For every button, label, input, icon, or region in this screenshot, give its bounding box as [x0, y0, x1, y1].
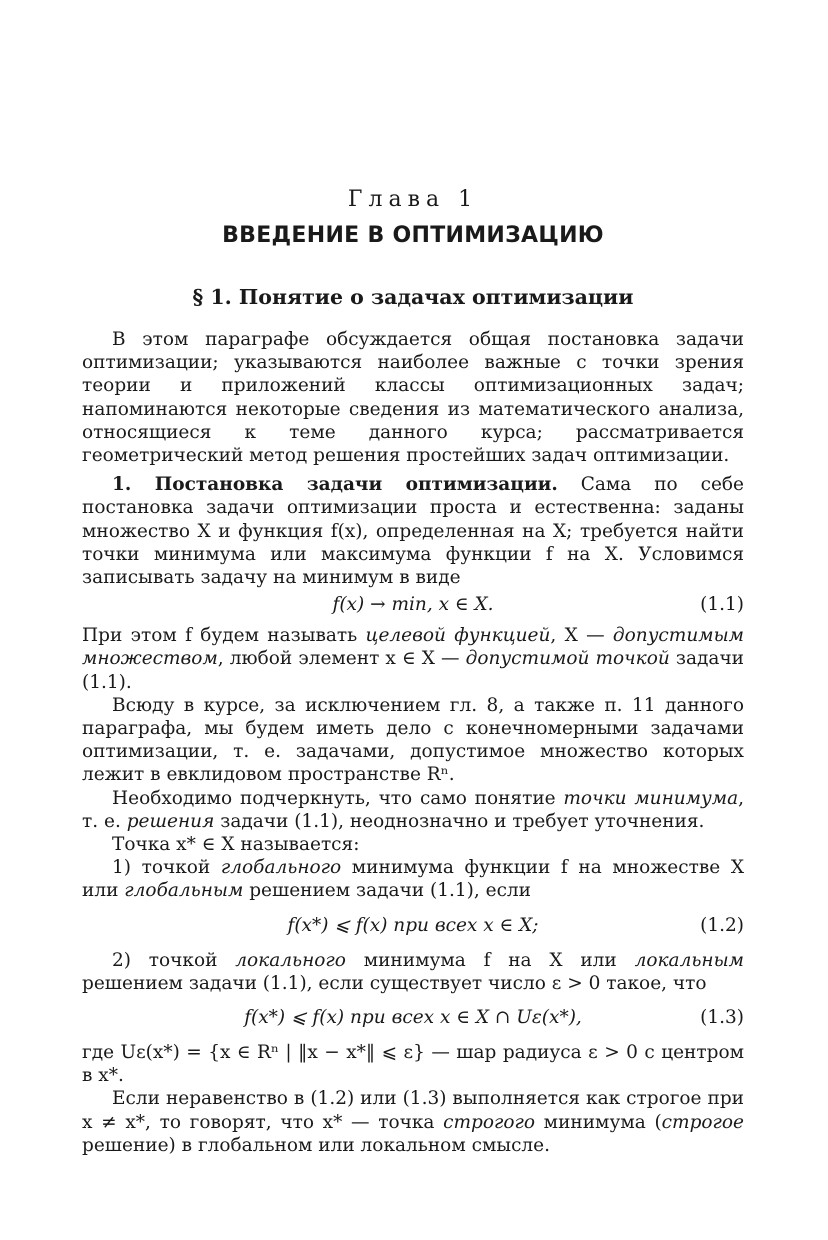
equation-number: (1.3) — [700, 1007, 744, 1029]
term-solution: решения — [126, 810, 215, 832]
equation-formula: f(x*) ⩽ f(x) при всех x ∈ X; — [287, 914, 539, 936]
global-minimum-item — [82, 856, 744, 902]
equation-1-1 — [82, 590, 744, 620]
text-run: 1) точкой — [112, 857, 221, 879]
text-run: минимума f на X или — [345, 949, 635, 971]
text-run: решение) в глобальном или локальном смысле. — [82, 1134, 551, 1156]
text-run: решением задачи (1.1), если существует число ε > 0 такое, что — [82, 972, 707, 994]
text-run: Если неравенство в (1.2) или (1.3) выполняется как строгое при x ≠ x*, то говорят, что x* — точка — [82, 1088, 744, 1133]
text-run: решением задачи (1.1), если — [243, 880, 532, 902]
minimum-paragraph — [82, 787, 744, 833]
local-minimum-item — [82, 949, 744, 995]
finite-dim-paragraph: Всюду в курсе, за исключением гл. 8, а также п. 11 данного параграфа, мы будем иметь дело с конечномерными задачами оптимизации, т. е. задачами, допустимое множество которых лежит в евклидовом пространстве Rⁿ. — [82, 694, 744, 786]
chapter-label: Глава 1 — [347, 187, 479, 212]
subsection-text: Сама по себе постановка задачи оптимизации проста и естественна: заданы множество X и функция f(x), определенная на X; требуется найти точки минимума или максимума функции f на X. Условимся записывать задачу на минимум в виде — [82, 474, 744, 589]
equation-formula: f(x*) ⩽ f(x) при всех x ∈ X ∩ Uε(x*), — [244, 1007, 582, 1029]
ball-definition: где Uε(x*) = {x ∈ Rⁿ | ‖x − x*‖ ⩽ ε} — шар радиуса ε > 0 с центром в x*. — [82, 1042, 744, 1087]
equation-formula: f(x) → min, x ∈ X. — [332, 594, 494, 616]
definitions-paragraph — [82, 624, 744, 694]
term-global: глобального — [220, 857, 342, 879]
equation-1-2 — [82, 911, 744, 941]
text-run: минимума ( — [534, 1111, 662, 1133]
text-run: минимума функции f на множестве X или — [82, 857, 744, 902]
equation-1-3 — [82, 1003, 744, 1033]
term-feasible-point: допустимой точкой — [465, 648, 670, 670]
point-called-paragraph: Точка x* ∈ X называется: — [112, 834, 360, 856]
term-local-solution: локальным — [634, 949, 745, 971]
subsection-paragraph — [82, 473, 744, 589]
text-run: задачи (1.1). — [82, 648, 745, 693]
equation-number: (1.1) — [700, 594, 744, 616]
term-minimum-point: точки минимума — [563, 787, 739, 809]
text-run: задачи (1.1), неоднозначно и требует уточнения. — [214, 810, 705, 832]
equation-number: (1.2) — [700, 914, 744, 936]
section-title: § 1. Понятие о задачах оптимизации — [192, 285, 634, 309]
term-strict-solution: строгое — [661, 1111, 744, 1133]
chapter-title: ВВЕДЕНИЕ В ОПТИМИЗАЦИЮ — [222, 223, 604, 248]
text-run: 2) точкой — [112, 949, 236, 971]
term-objective-function: целевой функцией — [365, 625, 551, 647]
term-global-solution: глобальным — [124, 880, 244, 902]
text-run: Необходимо подчеркнуть, что само понятие — [112, 787, 564, 809]
term-feasible-set: допустимым множеством — [82, 625, 744, 670]
page-body — [82, 328, 744, 1157]
subsection-heading: 1. Постановка задачи оптимизации. — [112, 474, 558, 496]
text-run: При этом f будем называть — [82, 625, 366, 647]
text-run: , любой элемент x ∈ X — — [217, 648, 466, 670]
strict-minimum-paragraph — [82, 1087, 744, 1157]
text-run: , X — — [550, 625, 613, 647]
term-local: локального — [235, 949, 346, 971]
text-run: , т. е. — [82, 787, 744, 832]
term-strict: строгого — [443, 1111, 535, 1133]
intro-paragraph: В этом параграфе обсуждается общая постановка задачи оптимизации; указываются наиболее важные с точки зрения теории и приложений классы оптимизационных задач; напоминаются некоторые сведения из математического анализа, относящиеся к теме данного курса; рассматривается геометрический метод решения простейших задач оптимизации. — [82, 329, 744, 467]
